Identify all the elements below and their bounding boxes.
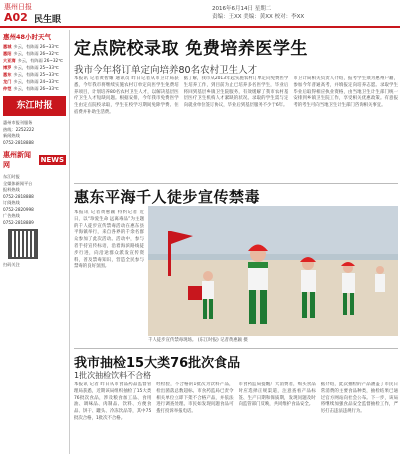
story3-col: 据介绍，此次抽检的产品涵盖了市民日常消费的主要食品种类，抽检结果已通过官方网站向社会公布。下一步，该局将继续加强食品安全监督抽检工作，严厉打击违法违规行为。 — [320, 382, 398, 415]
section-divider — [74, 183, 398, 184]
masthead — [0, 0, 400, 28]
story1-columns — [74, 76, 398, 182]
story3-col: 本报讯 记者 昨日从市食品药品监督管理局获悉，近期该局组织抽检了15大类76批次食品，涉及粮食加工品、食用油、调味品、肉制品、饮料、方便食品、饼干、罐头、冷冻饮品等，其中75批次合格，1批次不合格。 — [74, 382, 152, 421]
editor-credits: 责编：王XX 美编：黄XX 校对：李XX — [212, 14, 305, 20]
weather-row — [0, 43, 69, 50]
weather-row — [0, 71, 69, 78]
story1-col: 本报讯 记者黄智耀 通讯员 昨日记者从市卫计局获悉，今年我市将继续实施农村订单定向医学生免费培养项目，计划培养80名农村卫生人才，以解决基层医疗卫生人才短缺问题。根据安排，今年我市免费医学生由定点院校录取，学生在校学习期间免除学费、住宿费并补助生活费。 — [74, 76, 179, 115]
weather-text: 多云，有阵雨 25~33℃ — [13, 65, 59, 70]
weather-text: 多云，有阵雨 26~32℃ — [13, 51, 59, 56]
story3-headline: 我市抽检15大类76批次食品 — [74, 356, 241, 371]
info-line: 0752-2818888 — [3, 193, 34, 199]
weather-row — [0, 57, 69, 64]
issue-date: 2016年6月14日 星期二 — [212, 6, 272, 12]
info-line: 订阅热线 — [3, 200, 20, 205]
info-line: 全媒体新闻平台 — [3, 180, 33, 186]
info-line: 新闻热线 — [3, 133, 20, 138]
info-line: 0752-2818889 — [3, 219, 34, 225]
story3-columns — [74, 382, 398, 454]
info-line: 东江时报 — [3, 174, 20, 179]
qr-code-icon[interactable] — [8, 229, 38, 259]
brand-tag: 惠州日报 — [4, 3, 32, 11]
story1-headline: 定点院校录取 免费培养医学生 — [74, 39, 308, 59]
weather-text: 多云，有阵雨 26~33℃ — [13, 44, 59, 49]
photo-illustration — [148, 206, 398, 336]
weather-city: 博罗 — [3, 65, 12, 70]
story3-col: 市食药监局提醒广大消费者，购买食品时应选择正规渠道，注意查看产品标签、生产日期和保质期，发现问题及时向监管部门反映，共同维护食品安全。 — [238, 382, 316, 408]
weather-text: 多云，有阵雨 24~33℃ — [13, 79, 59, 84]
weather-city: 大亚湾 — [3, 58, 16, 63]
weather-text: 多云，有阵雨 26~33℃ — [13, 86, 59, 91]
info-line: 报料热线 — [3, 187, 20, 192]
sidebar — [0, 30, 70, 454]
info-line: 0752-2820998 — [3, 206, 34, 212]
story2-text: 本报讯 记者黄惠颖 特约记者 近日，以“珍爱生命 远离毒品”为主题的千人徒步宣传禁毒活动在惠东县平海镇举行，来自各界的千余名群众参加了此次活动。活动中，参与者手持宣传标语，沿着海滨路线徒步行进，向沿途群众派发宣传资料，普及禁毒知识，营造全民参与禁毒的良好氛围。 — [74, 210, 144, 270]
hiking-photo — [148, 206, 398, 336]
story1-subhead: 我市今年将订单定向培养80名农村卫生人才 — [74, 65, 258, 76]
info-line: 惠州市报刊服务 — [3, 120, 33, 125]
story3-subhead: 1批次抽检饮料不合格 — [74, 371, 152, 380]
story1-col: 市卫计局相关负责人介绍，报考学生须为惠州户籍，参加今年普通高考，并填报定向培养志愿。录取学生毕业后取得相应执业资格，由当地卫生计生部门统一安排到乡镇卫生院工作，享受相关优惠政策。有意报考的考生可向当地卫生计生部门咨询相关事宜。 — [293, 76, 399, 109]
weather-city: 惠城 — [3, 44, 12, 49]
info-line: 广告热线 — [3, 213, 20, 218]
story3-col: 经检验，不合格的1批次为饮料产品，检出菌落总数超标。市食药监局已责令相关单位立即下架不合格产品，并依法进行调查处理。市民如发现问题食品可拨打投诉举报电话。 — [156, 382, 234, 415]
news-badge: NEWS — [40, 156, 64, 164]
info-line: 扫码关注 — [3, 262, 20, 267]
weather-city: 龙门 — [3, 79, 12, 84]
weather-city: 仲恺 — [3, 86, 12, 91]
news-site-name: 惠州新闻网 — [3, 151, 31, 169]
story2-headline: 惠东平海千人徒步宣传禁毒 — [74, 188, 261, 206]
weather-city: 惠东 — [3, 72, 12, 77]
weather-text: 多云，有阵雨 25~33℃ — [13, 72, 59, 77]
news-site-logo — [3, 150, 66, 170]
weather-city: 惠阳 — [3, 51, 12, 56]
weather-row — [0, 78, 69, 85]
page-number: A02 — [4, 11, 28, 24]
weather-row — [0, 64, 69, 71]
info-line: 热线：2252222 — [3, 126, 35, 132]
story1-col: 据了解，我市从2013年起实施农村订单定向免费医学生培养工作，到目前为止已培养多名医学生，毕业后将回到基层乡镇卫生院服务，有效缓解了我市农村基层医疗卫生机构人才紧缺的状况。录取的学生需与定向就业单位签订协议，毕业后到基层服务不少于6年。 — [183, 76, 289, 109]
weather-text: 多云，有阵雨 26~32℃ — [17, 58, 63, 63]
weather-row — [0, 85, 69, 92]
section-divider — [74, 348, 398, 349]
weather-title: 惠州48小时天气 — [3, 33, 52, 41]
main-content — [74, 30, 398, 454]
weather-row — [0, 50, 69, 57]
photo-caption: 千人徒步宣传禁毒现场。 (东江时报) 记者黄惠颖 摄 — [148, 338, 248, 343]
info-line: 0752-2818888 — [3, 139, 34, 145]
newspaper-logo: 东江时报 — [3, 96, 66, 116]
section-name: 民生眼 — [34, 15, 62, 25]
